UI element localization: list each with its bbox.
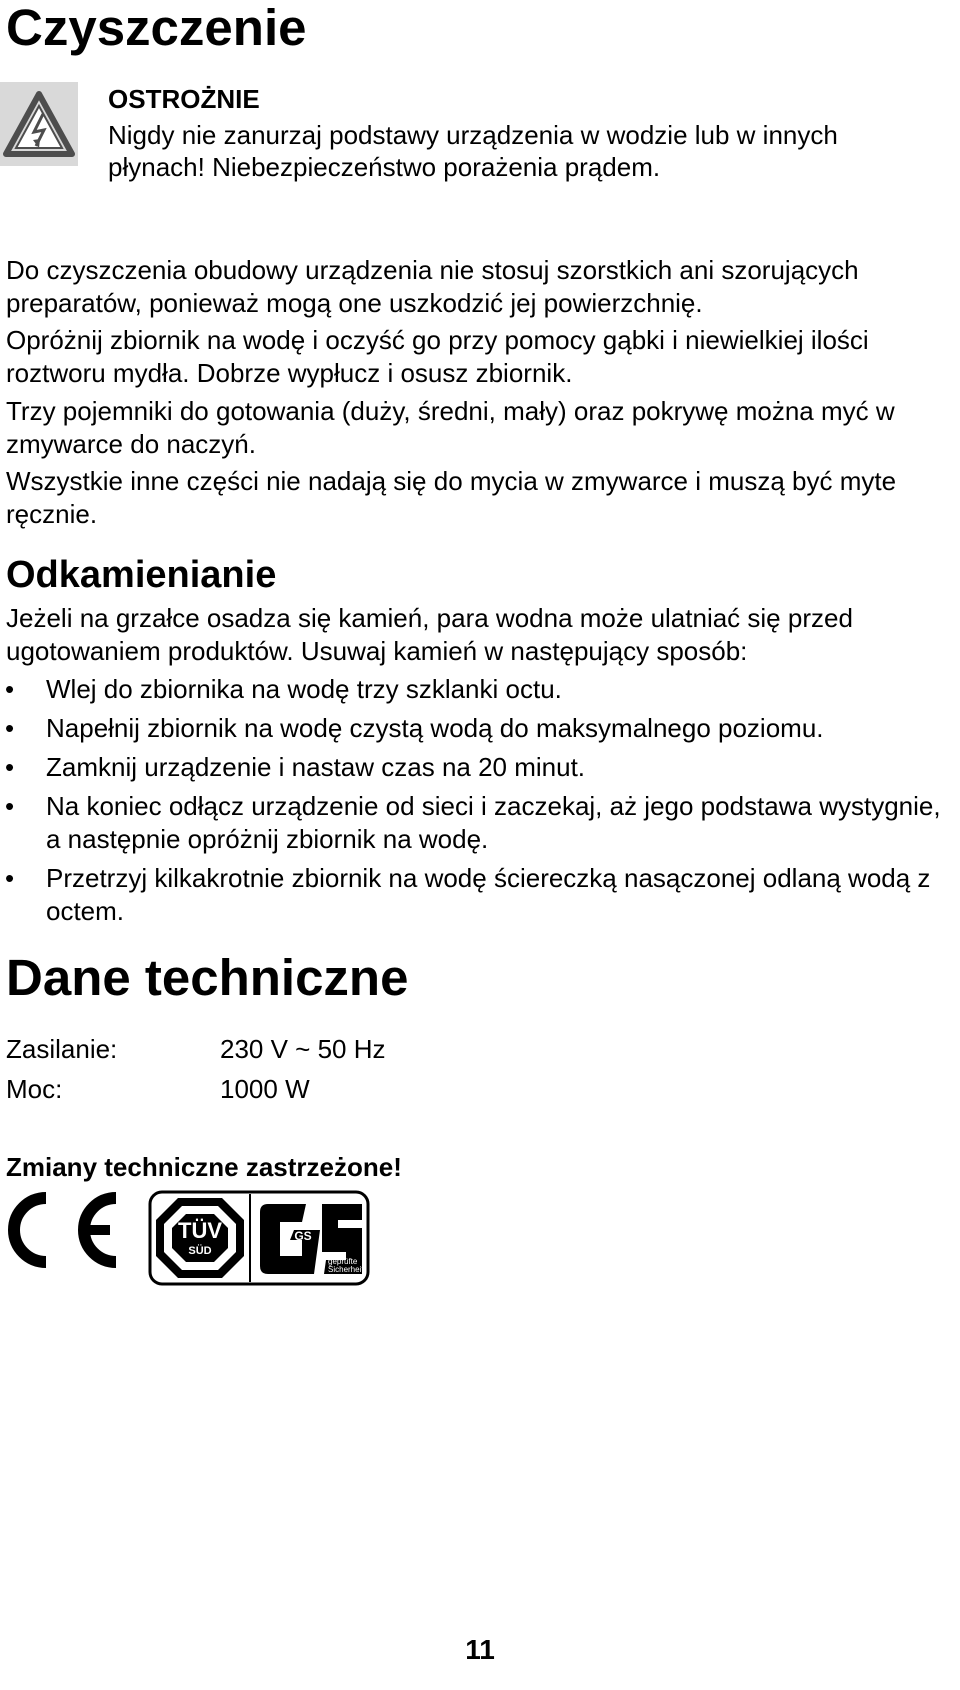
tuv-text: TÜV	[178, 1218, 222, 1243]
page-number: 11	[465, 1634, 495, 1665]
electric-shock-warning-icon	[0, 82, 78, 166]
warning-title: OSTROŻNIE	[108, 84, 260, 114]
warning-text: Nigdy nie zanurzaj podstawy urządzenia w wodzie lub w innych płynach! Niebezpieczeństwo porażenia prądem.	[108, 120, 838, 182]
spec-value-power: 1000 W	[220, 1074, 310, 1104]
list-item	[0, 862, 950, 928]
section-title-technical: Dane techniczne	[6, 949, 409, 1006]
bullet-icon: •	[5, 713, 15, 743]
step-text: Napełnij zbiornik na wodę czystą wodą do maksymalnego poziomu.	[46, 713, 824, 743]
list-item	[0, 712, 950, 745]
bullet-icon: •	[5, 674, 15, 704]
sud-text: SÜD	[188, 1245, 212, 1257]
cleaning-paragraph: Wszystkie inne części nie nadają się do mycia w zmywarce i muszą być myte ręcznie.	[6, 466, 897, 529]
section-title-descaling: Odkamienianie	[6, 554, 277, 596]
step-text: Wlej do zbiornika na wodę trzy szklanki octu.	[46, 674, 562, 704]
cleaning-paragraph: Do czyszczenia obudowy urządzenia nie stosuj szorstkich ani szorujących preparatów, ponieważ mogą one uszkodzić jej powierzchnię.	[6, 255, 859, 318]
tuv-gs-logo-frame	[148, 1190, 370, 1286]
cleaning-paragraph: Trzy pojemniki do gotowania (duży, średni, mały) oraz pokrywę można myć w zmywarce do naczyń.	[6, 396, 895, 459]
step-text: Przetrzyj kilkakrotnie zbiornik na wodę ściereczką nasączonej odlaną wodą z octem.	[46, 863, 931, 926]
spec-label-power-supply: Zasilanie:	[6, 1034, 118, 1064]
gs-text: GS	[294, 1229, 312, 1243]
bullet-icon: •	[5, 752, 15, 782]
technical-disclaimer: Zmiany techniczne zastrzeżone!	[6, 1152, 402, 1182]
bullet-icon: •	[5, 791, 15, 821]
list-item	[0, 751, 950, 784]
tuv-gs-certification	[148, 1190, 370, 1286]
gs-caption-2: Sicherheit	[328, 1265, 364, 1274]
bullet-icon: •	[5, 863, 15, 893]
section-title-cleaning: Czyszczenie	[6, 0, 307, 56]
cleaning-paragraph: Opróżnij zbiornik na wodę i oczyść go przy pomocy gąbki i niewielkiej ilości roztworu mydła. Dobrze wypłucz i osusz zbiornik.	[6, 325, 869, 388]
list-item	[0, 790, 950, 856]
spec-value-power-supply: 230 V ~ 50 Hz	[220, 1034, 386, 1064]
list-item	[0, 673, 950, 706]
spec-label-power: Moc:	[6, 1074, 63, 1104]
ce-mark-icon	[4, 1190, 124, 1270]
gs-caption-1: geprüfte	[328, 1257, 358, 1266]
descaling-steps	[0, 673, 950, 934]
step-text: Zamknij urządzenie i nastaw czas na 20 minut.	[46, 752, 586, 782]
step-text: Na koniec odłącz urządzenie od sieci i zaczekaj, aż jego podstawa wystygnie, a następnie opróżnij zbiornik na wodę.	[46, 791, 941, 854]
descaling-intro: Jeżeli na grzałce osadza się kamień, para wodna może ulatniać się przed ugotowaniem produktów. Usuwaj kamień w następujący sposób:	[6, 603, 853, 666]
